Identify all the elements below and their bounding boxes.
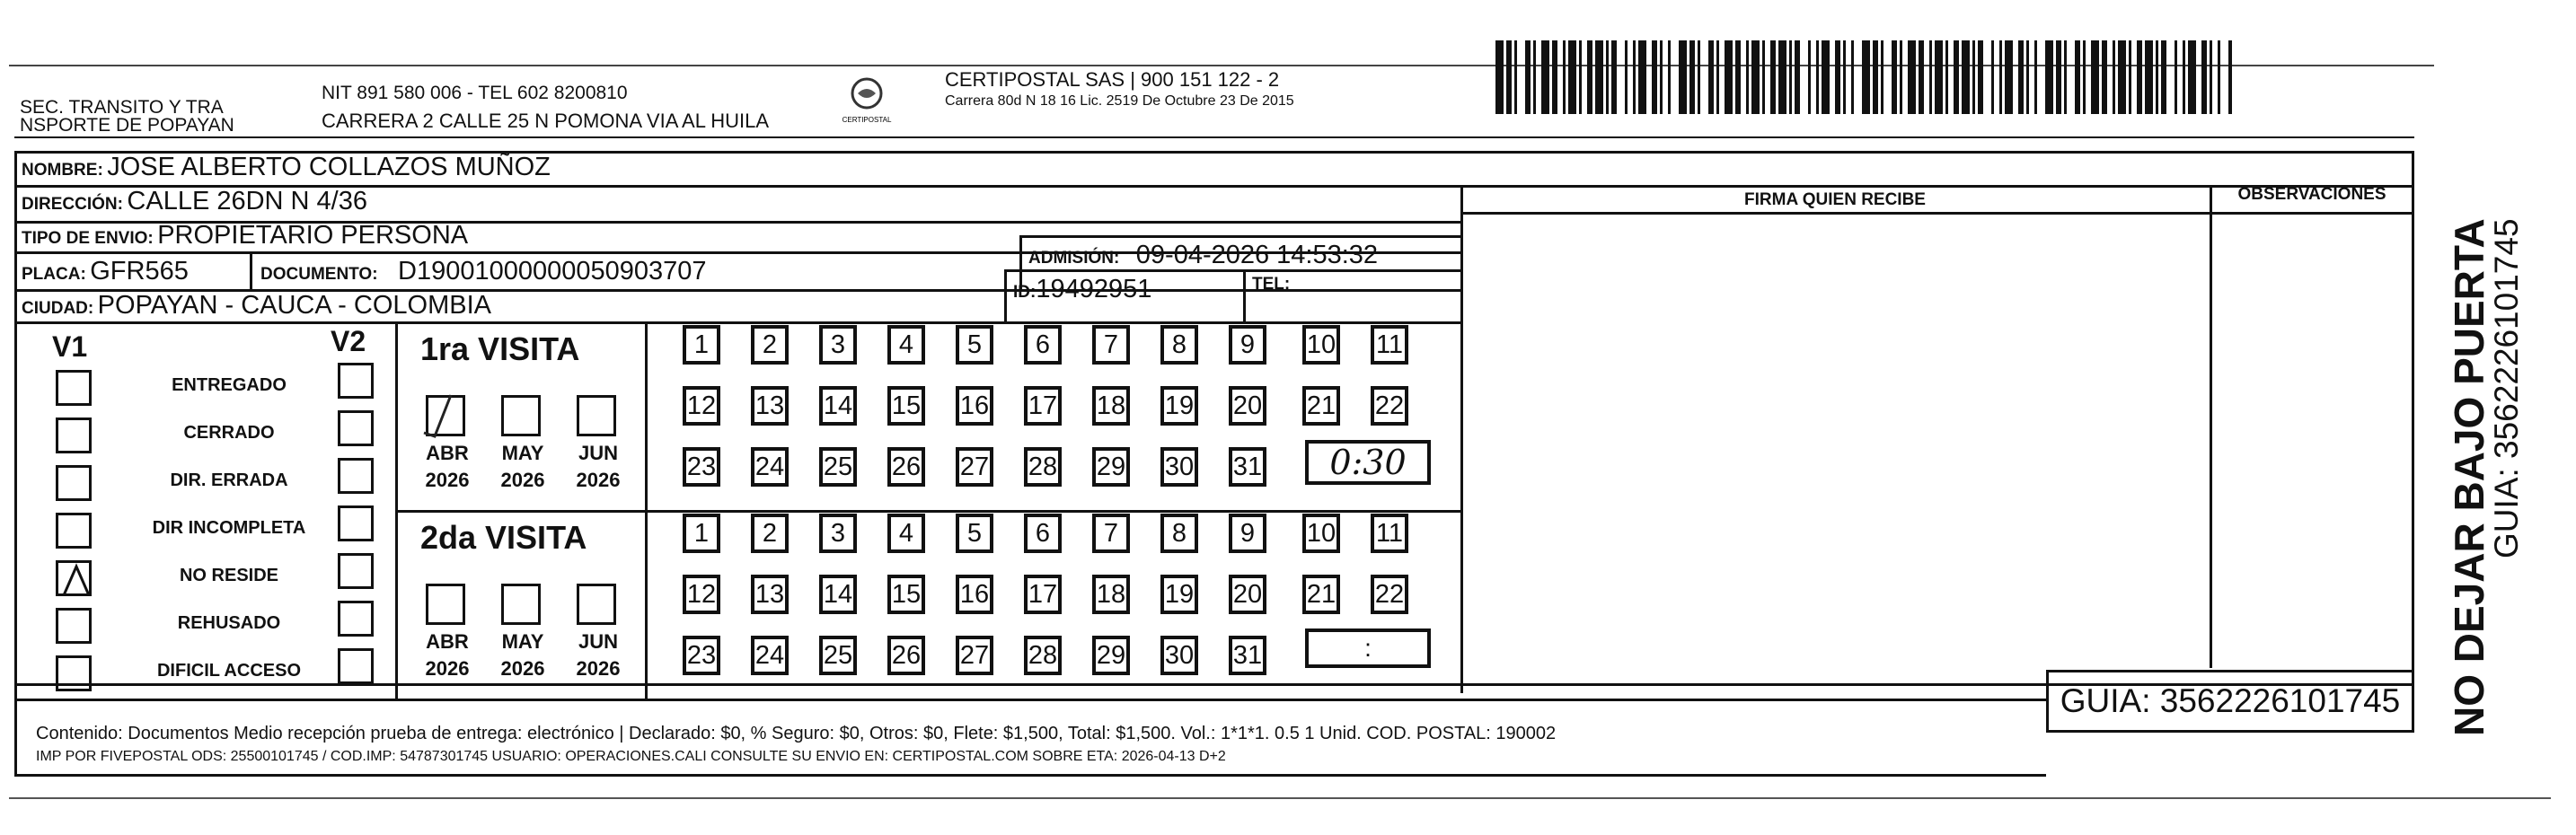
first-visit-day[interactable]: 24 [751, 447, 789, 487]
barcode-bar [1900, 40, 1902, 114]
v2-checkbox[interactable] [338, 505, 374, 541]
barcode-bar [2091, 40, 2099, 114]
barcode-bar [1533, 40, 1536, 114]
sender-name-2: NSPORTE DE POPAYAN [20, 115, 234, 136]
barcode-bar [2201, 40, 2207, 114]
documento-value: D19001000000050903707 [398, 257, 707, 286]
first-visit-day[interactable]: 17 [1024, 386, 1062, 426]
barcode-bar [1595, 40, 1603, 114]
courier-line2: Carrera 80d N 18 16 Lic. 2519 De Octubre 23 De 2015 [945, 93, 1294, 109]
v2-checkbox[interactable] [338, 458, 374, 494]
barcode [1495, 40, 2232, 114]
barcode-bar [1778, 40, 1786, 114]
first-visit-day[interactable]: 6 [1024, 325, 1062, 365]
first-visit-day[interactable]: 26 [887, 447, 925, 487]
barcode-bar [1962, 40, 1970, 114]
status-label: DIR INCOMPLETA [152, 518, 306, 538]
barcode-bar [2118, 40, 2126, 114]
barcode-bar [2056, 40, 2061, 114]
barcode-bar [1652, 40, 1657, 114]
barcode-bar [1625, 40, 1628, 114]
v2-checkbox[interactable] [338, 363, 374, 399]
barcode-bar [2034, 40, 2037, 114]
nombre-value: JOSE ALBERTO COLLAZOS MUÑOZ [107, 153, 551, 181]
id-divider [1004, 269, 1007, 321]
second-visit-day[interactable]: 20 [1229, 575, 1266, 614]
status-label: ENTREGADO [172, 375, 287, 395]
first-visit-day[interactable]: 4 [887, 325, 925, 365]
first-visit-day[interactable]: 3 [819, 325, 857, 365]
barcode-bar [1851, 40, 1854, 114]
bottom-line [14, 774, 2046, 777]
status-label: DIR. ERRADA [170, 470, 288, 490]
barcode-bar [2018, 40, 2024, 114]
first-visit-day[interactable]: 21 [1302, 386, 1340, 426]
month-name: JUN [578, 630, 618, 653]
month-year: 2026 [425, 469, 470, 491]
barcode-bar [1725, 40, 1733, 114]
tel-divider [1243, 269, 1246, 321]
second-visit-day[interactable]: 17 [1024, 575, 1062, 614]
v1-checkbox[interactable] [56, 608, 92, 644]
month-year: 2026 [576, 657, 621, 680]
barcode-bar [2218, 40, 2220, 114]
barcode-bar [1495, 40, 1504, 114]
direccion-label: DIRECCIÓN: [22, 195, 123, 214]
first-visit-day[interactable]: 8 [1160, 325, 1198, 365]
barcode-bar [2102, 40, 2107, 114]
second-visit-month-checkbox[interactable] [426, 584, 465, 625]
barcode-bar [1514, 40, 1517, 114]
barcode-bar [1929, 40, 1932, 114]
barcode-bar [1525, 40, 1531, 114]
barcode-bar [2183, 40, 2185, 114]
first-visit-day[interactable]: 22 [1371, 386, 1408, 426]
second-visit-day[interactable]: 26 [887, 636, 925, 675]
first-visit-day[interactable]: 1 [683, 325, 720, 365]
status-label: DIFICIL ACCESO [156, 661, 301, 681]
barcode-bar [1935, 40, 1943, 114]
barcode-bar [2045, 40, 2053, 114]
courier-line1: CERTIPOSTAL SAS | 900 151 122 - 2 [945, 68, 1280, 91]
second-visit-day[interactable]: 1 [683, 514, 720, 553]
second-visit-day[interactable]: 29 [1092, 636, 1130, 675]
side-guia: GUIA: 3562226101745 [2488, 218, 2525, 558]
barcode-bar [1679, 40, 1687, 114]
barcode-bar [1611, 40, 1617, 114]
first-visit-day[interactable]: 11 [1371, 325, 1408, 365]
second-visit-day[interactable]: 18 [1092, 575, 1130, 614]
barcode-bar [1751, 40, 1760, 114]
second-visit-day[interactable]: 30 [1160, 636, 1198, 675]
barcode-bar [1660, 40, 1663, 114]
obs-left-border [2210, 185, 2212, 668]
barcode-bar [2026, 40, 2029, 114]
check-mark-icon [58, 563, 94, 599]
second-visit-day[interactable]: 14 [819, 575, 857, 614]
barcode-bar [2137, 40, 2142, 114]
footer-left-border [14, 686, 17, 774]
ciudad-value: POPAYAN - CAUCA - COLOMBIA [97, 291, 491, 320]
second-visit-day[interactable]: 12 [683, 575, 720, 614]
admision-top [1019, 235, 1460, 238]
tel-label: TEL: [1252, 275, 1291, 294]
v2-checkbox[interactable] [338, 601, 374, 637]
first-visit-day[interactable]: 5 [956, 325, 993, 365]
barcode-bar [1862, 40, 1870, 114]
barcode-bar [1795, 40, 1800, 114]
barcode-bar [1972, 40, 1975, 114]
sender-address: CARRERA 2 CALLE 25 N POMONA VIA AL HUILA [322, 110, 770, 132]
row-line-5 [14, 321, 1460, 324]
first-visit-day[interactable]: 12 [683, 386, 720, 426]
second-visit-time: : [1305, 628, 1431, 668]
barcode-bar [1822, 40, 1830, 114]
second-visit-day[interactable]: 28 [1024, 636, 1062, 675]
barcode-bar [2145, 40, 2153, 114]
first-visit-day[interactable]: 27 [956, 447, 993, 487]
sender-name-1: SEC. TRANSITO Y TRA [20, 97, 224, 118]
month-name: ABR [426, 442, 469, 464]
footer-top-line [14, 699, 2046, 701]
barcode-bar [1689, 40, 1695, 114]
v1-checkbox[interactable] [56, 418, 92, 453]
barcode-bar [1999, 40, 2002, 114]
second-visit-day[interactable]: 15 [887, 575, 925, 614]
barcode-bar [1563, 40, 1566, 114]
first-visit-day[interactable]: 13 [751, 386, 789, 426]
second-visit-month-checkbox[interactable] [501, 584, 541, 625]
direccion-value: CALLE 26DN N 4/36 [127, 187, 367, 215]
barcode-bar [1843, 40, 1846, 114]
barcode-bar [1746, 40, 1749, 114]
barcode-bar [1633, 40, 1636, 114]
barcode-bar [1638, 40, 1646, 114]
second-visit-month-checkbox[interactable] [577, 584, 616, 625]
status-label: CERRADO [183, 423, 275, 443]
footer-line1: Contenido: Documentos Medio recepción prueba de entrega: electrónico | Declarado: $0, % Seguro: $0, Otros: $0, Flete: $1,500, Total: $1,500. Vol.: 1*1*1. 0.5 1 Unid. COD. POSTAL: 190002 [36, 724, 1557, 743]
nombre-label: NOMBRE: [22, 161, 103, 180]
barcode-bar [2083, 40, 2086, 114]
v2-checkbox[interactable] [338, 648, 374, 684]
barcode-bar [1835, 40, 1840, 114]
tipo-value: PROPIETARIO PERSONA [157, 221, 469, 250]
barcode-bar [1816, 40, 1819, 114]
second-visit-day[interactable]: 19 [1160, 575, 1198, 614]
first-visit-day[interactable]: 16 [956, 386, 993, 426]
v1-checkbox[interactable] [56, 513, 92, 549]
firma-header: FIRMA QUIEN RECIBE [1744, 190, 1926, 209]
id-top [1004, 269, 1460, 272]
barcode-bar [1668, 40, 1671, 114]
row-line-1 [14, 185, 2414, 188]
barcode-bar [2228, 40, 2232, 114]
barcode-bar [2210, 40, 2212, 114]
barcode-bar [1945, 40, 1948, 114]
certipostal-logo-icon [840, 72, 894, 126]
barcode-bar [1881, 40, 1883, 114]
status-label: NO RESIDE [179, 566, 279, 585]
id-label: ID: [1013, 283, 1037, 302]
month-year: 2026 [500, 657, 545, 680]
second-visit-day[interactable]: 8 [1160, 514, 1198, 553]
no-dejar-bajo-puerta: NO DEJAR BAJO PUERTA [2446, 218, 2492, 736]
month-name: MAY [501, 630, 544, 653]
first-visit-day[interactable]: 7 [1092, 325, 1130, 365]
barcode-bar [2113, 40, 2115, 114]
barcode-bar [2175, 40, 2177, 114]
id-value: 19492951 [1036, 275, 1152, 303]
observaciones-header: OBSERVACIONES [2237, 185, 2386, 204]
barcode-bar [1919, 40, 1924, 114]
v1-header: V1 [52, 330, 88, 363]
header-rule [14, 136, 2414, 138]
logo-text: CERTIPOSTAL [842, 116, 892, 124]
barcode-bar [1954, 40, 1959, 114]
month-year: 2026 [425, 657, 470, 680]
barcode-bar [1762, 40, 1765, 114]
page-bottom-rule [9, 797, 2551, 799]
first-visit-day[interactable]: 14 [819, 386, 857, 426]
barcode-bar [2156, 40, 2158, 114]
first-visit-day[interactable]: 23 [683, 447, 720, 487]
first-visit-day[interactable]: 19 [1160, 386, 1198, 426]
first-visit-day[interactable]: 29 [1092, 447, 1130, 487]
checkmark-icon [415, 390, 469, 444]
documento-label: DOCUMENTO: [260, 265, 378, 284]
v1-checkbox[interactable] [56, 655, 92, 691]
month-year: 2026 [500, 469, 545, 491]
barcode-bar [1716, 40, 1719, 114]
v1-checkbox[interactable] [56, 465, 92, 501]
second-visit-title: 2da VISITA [420, 519, 587, 556]
second-visit-day[interactable]: 5 [956, 514, 993, 553]
second-visit-day[interactable]: 9 [1229, 514, 1266, 553]
placa-value: GFR565 [90, 257, 189, 286]
admision-label: ADMISIÓN: [1028, 249, 1120, 268]
tipo-label: TIPO DE ENVIO: [22, 229, 154, 248]
second-visit-day[interactable]: 7 [1092, 514, 1130, 553]
second-visit-day[interactable]: 24 [751, 636, 789, 675]
second-visit-day[interactable]: 22 [1371, 575, 1408, 614]
first-visit-day[interactable]: 2 [751, 325, 789, 365]
second-visit-day[interactable]: 6 [1024, 514, 1062, 553]
barcode-bar [1552, 40, 1557, 114]
barcode-bar [2075, 40, 2080, 114]
barcode-bar [1908, 40, 1916, 114]
barcode-bar [2188, 40, 2196, 114]
barcode-bar [1568, 40, 1576, 114]
v1-checkbox[interactable] [56, 560, 92, 596]
month-name: MAY [501, 442, 544, 464]
first-visit-day[interactable]: 18 [1092, 386, 1130, 426]
barcode-bar [1606, 40, 1609, 114]
barcode-bar [1708, 40, 1714, 114]
barcode-bar [1735, 40, 1741, 114]
barcode-bar [1892, 40, 1897, 114]
ciudad-label: CIUDAD: [22, 299, 94, 318]
barcode-bar [1579, 40, 1582, 114]
barcode-bar [2129, 40, 2131, 114]
barcode-bar [1587, 40, 1592, 114]
right-header-line [1460, 212, 2414, 215]
v2-checkbox[interactable] [338, 410, 374, 446]
v2-checkbox[interactable] [338, 553, 374, 589]
second-visit-day[interactable]: 21 [1302, 575, 1340, 614]
first-visit-day[interactable]: 30 [1160, 447, 1198, 487]
barcode-bar [1978, 40, 1983, 114]
v2-header: V2 [331, 325, 366, 357]
first-visit-time: 0:30 [1305, 440, 1431, 485]
firma-left-border [1460, 185, 1463, 693]
second-visit-day[interactable]: 2 [751, 514, 789, 553]
first-visit-title: 1ra VISITA [420, 330, 580, 367]
second-visit-day[interactable]: 23 [683, 636, 720, 675]
first-visit-day[interactable]: 9 [1229, 325, 1266, 365]
first-visit-day[interactable]: 25 [819, 447, 857, 487]
month-name: ABR [426, 630, 469, 653]
status-label: REHUSADO [177, 613, 281, 633]
placa-label: PLACA: [22, 265, 86, 284]
second-visit-day[interactable]: 10 [1302, 514, 1340, 553]
second-visit-day[interactable]: 3 [819, 514, 857, 553]
second-visit-day[interactable]: 11 [1371, 514, 1408, 553]
guia-box: GUIA: 3562226101745 [2046, 670, 2414, 733]
first-visit-month-checkbox[interactable] [501, 395, 541, 436]
barcode-bar [1873, 40, 1878, 114]
barcode-bar [1541, 40, 1549, 114]
second-visit-day[interactable]: 4 [887, 514, 925, 553]
first-visit-day[interactable]: 10 [1302, 325, 1340, 365]
sender-nit: NIT 891 580 006 - TEL 602 8200810 [322, 83, 628, 103]
first-visit-day[interactable]: 28 [1024, 447, 1062, 487]
second-visit-day[interactable]: 25 [819, 636, 857, 675]
placa-divider [250, 251, 252, 289]
admision-value: 09-04-2026 14:53:32 [1135, 241, 1379, 269]
second-visit-day[interactable]: 27 [956, 636, 993, 675]
barcode-bar [1506, 40, 1512, 114]
first-visit-day[interactable]: 31 [1229, 447, 1266, 487]
barcode-bar [2064, 40, 2067, 114]
barcode-bar [1698, 40, 1700, 114]
second-visit-day[interactable]: 16 [956, 575, 993, 614]
second-visit-day[interactable]: 31 [1229, 636, 1266, 675]
barcode-bar [2005, 40, 2013, 114]
month-year: 2026 [576, 469, 621, 491]
barcode-bar [1789, 40, 1792, 114]
visit-divider [395, 510, 1460, 513]
footer-line2: IMP POR FIVEPOSTAL ODS: 25500101745 / COD.IMP: 54787301745 USUARIO: OPERACIONES.CALI CONSULTE SU ENVIO EN: CERTIPOSTAL.COM SOBRE ETA: 2026-04-13 D+2 [36, 749, 1226, 764]
first-visit-day[interactable]: 15 [887, 386, 925, 426]
barcode-bar [1991, 40, 1994, 114]
second-visit-day[interactable]: 13 [751, 575, 789, 614]
month-name: JUN [578, 442, 618, 464]
barcode-bar [1770, 40, 1776, 114]
barcode-bar [2161, 40, 2166, 114]
first-visit-day[interactable]: 20 [1229, 386, 1266, 426]
barcode-bar [1808, 40, 1811, 114]
v1-checkbox[interactable] [56, 370, 92, 406]
first-visit-month-checkbox[interactable] [577, 395, 616, 436]
